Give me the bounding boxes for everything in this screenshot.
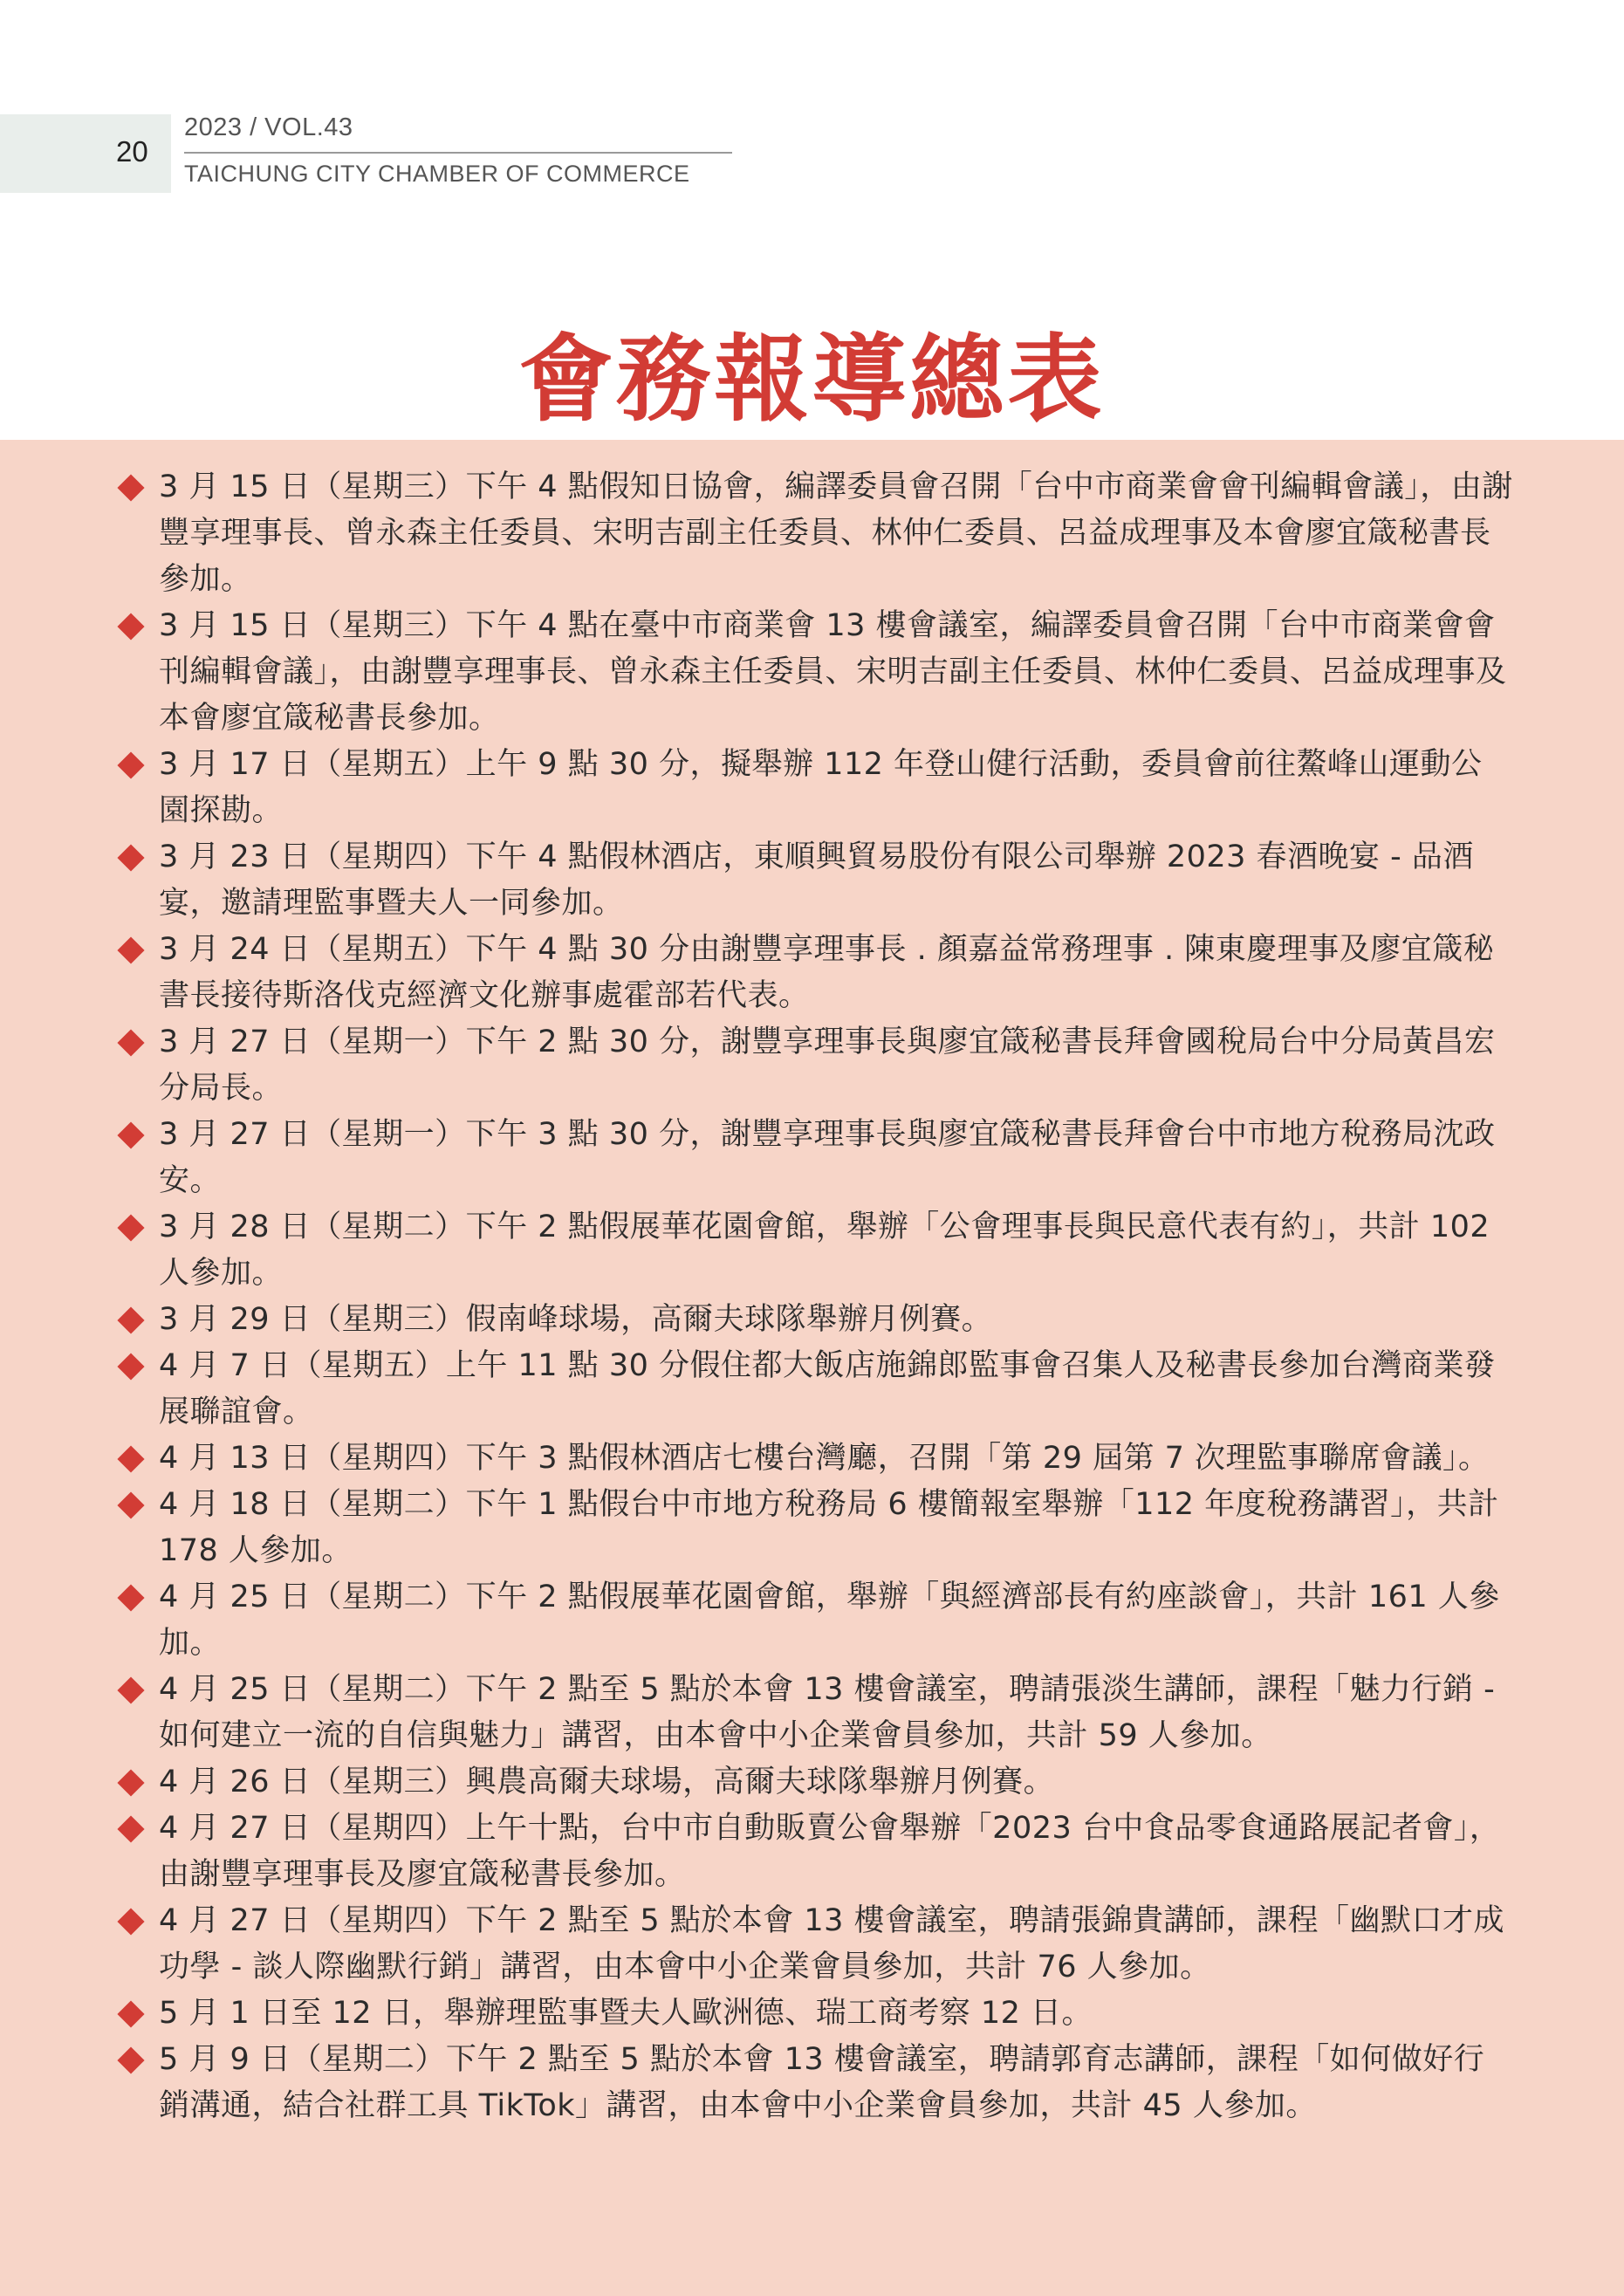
list-item-text: 4 月 25 日（星期二）下午 2 點至 5 點於本會 13 樓會議室，聘請張淡生講師，課程「魅力行銷 - 如何建立一流的自信與魅力」講習，由本會中小企業會員參加，共計 59 人參加。 [159, 1672, 1496, 1753]
list-item-text: 4 月 26 日（星期三）興農高爾夫球場，高爾夫球隊舉辦月例賽。 [159, 1765, 1055, 1799]
list-item-text: 3 月 29 日（星期三）假南峰球場，高爾夫球隊舉辦月例賽。 [159, 1302, 993, 1337]
list-item-text: 3 月 15 日（星期三）下午 4 點在臺中市商業會 13 樓會議室，編譯委員會召開「台中市商業會會刊編輯會議」，由謝豐享理事長、曾永森主任委員、宋明吉副主任委員、林仲仁委員、呂益成理事及本會廖宜箴秘書長參加。 [159, 608, 1507, 736]
diamond-bullet-icon [117, 1769, 144, 1796]
list-item [117, 464, 1513, 603]
list-item-text: 5 月 1 日至 12 日，舉辦理監事暨夫人歐洲德、瑞工商考察 12 日。 [159, 1996, 1093, 2031]
page-number: 20 [116, 135, 148, 168]
list-item [117, 1759, 1513, 1806]
list-item [117, 1482, 1513, 1574]
diamond-bullet-icon [117, 2000, 144, 2027]
diamond-bullet-icon [117, 1676, 144, 1703]
list-item-text: 3 月 24 日（星期五）下午 4 點 30 分由謝豐享理事長 . 顏嘉益常務理事 . 陳東慶理事及廖宜箴秘書長接待斯洛伐克經濟文化辦事處霍部若代表。 [159, 932, 1495, 1013]
list-item [117, 834, 1513, 927]
list-item-text: 3 月 23 日（星期四）下午 4 點假林酒店，東順興貿易股份有限公司舉辦 2023 春酒晚宴 - 品酒宴，邀請理監事暨夫人一同參加。 [159, 840, 1474, 921]
news-list [117, 464, 1513, 2129]
list-item [117, 742, 1513, 834]
diamond-bullet-icon [117, 613, 144, 640]
list-item [117, 1204, 1513, 1297]
list-item-text: 4 月 27 日（星期四）下午 2 點至 5 點於本會 13 樓會議室，聘請張錦貴講師，課程「幽默口才成功學 - 談人際幽默行銷」講習，由本會中小企業會員參加，共計 76 人參加。 [159, 1903, 1505, 1984]
diamond-bullet-icon [117, 1214, 144, 1241]
header-divider [184, 152, 732, 154]
list-item [117, 2037, 1513, 2129]
list-item-text: 4 月 27 日（星期四）上午十點，台中市自動販賣公會舉辦「2023 台中食品零食通路展記者會」，由謝豐享理事長及廖宜箴秘書長參加。 [159, 1811, 1501, 1892]
diamond-bullet-icon [117, 1908, 144, 1935]
list-item [117, 1297, 1513, 1343]
diamond-bullet-icon [117, 936, 144, 963]
list-item-text: 4 月 13 日（星期四）下午 3 點假林酒店七樓台灣廳，召開「第 29 屆第 7 次理監事聯席會議」。 [159, 1441, 1490, 1476]
list-item-text: 4 月 7 日（星期五）上午 11 點 30 分假住都大飯店施錦郎監事會召集人及秘書長參加台灣商業發展聯誼會。 [159, 1348, 1496, 1429]
list-item [117, 1343, 1513, 1436]
diamond-bullet-icon [117, 1121, 144, 1148]
list-item [117, 1574, 1513, 1667]
page-title: 會務報導總表 [518, 326, 1106, 435]
list-item [117, 1112, 1513, 1204]
diamond-bullet-icon [117, 1491, 144, 1518]
list-item-text: 5 月 9 日（星期二）下午 2 點至 5 點於本會 13 樓會議室，聘請郭育志講師，課程「如何做好行銷溝通，結合社群工具 TikTok」講習，由本會中小企業會員參加，共計 45 人參加。 [159, 2042, 1485, 2123]
diamond-bullet-icon [117, 1029, 144, 1056]
list-item [117, 1436, 1513, 1482]
diamond-bullet-icon [117, 2046, 144, 2073]
diamond-bullet-icon [117, 1815, 144, 1842]
list-item-text: 3 月 17 日（星期五）上午 9 點 30 分，擬舉辦 112 年登山健行活動，委員會前往鰲峰山運動公園探勘。 [159, 747, 1483, 828]
diamond-bullet-icon [117, 1306, 144, 1333]
list-item-text: 4 月 18 日（星期二）下午 1 點假台中市地方稅務局 6 樓簡報室舉辦「112 年度稅務講習」，共計 178 人參加。 [159, 1487, 1499, 1568]
list-item [117, 1667, 1513, 1759]
diamond-bullet-icon [117, 751, 144, 778]
list-item-text: 4 月 25 日（星期二）下午 2 點假展華花園會館，舉辦「與經濟部長有約座談會」，共計 161 人參加。 [159, 1580, 1500, 1661]
list-item-text: 3 月 28 日（星期二）下午 2 點假展華花園會館，舉辦「公會理事長與民意代表有約」，共計 102 人參加。 [159, 1210, 1490, 1291]
list-item-text: 3 月 15 日（星期三）下午 4 點假知日協會，編譯委員會召開「台中市商業會會刊編輯會議」，由謝豐享理事長、曾永森主任委員、宋明吉副主任委員、林仲仁委員、呂益成理事及本會廖宜箴秘書長參加。 [159, 469, 1513, 597]
volume-label: 2023 / VOL.43 [184, 113, 353, 141]
diamond-bullet-icon [117, 1445, 144, 1472]
list-item [117, 603, 1513, 742]
list-item-text: 3 月 27 日（星期一）下午 3 點 30 分，謝豐享理事長與廖宜箴秘書長拜會台中市地方稅務局沈政安。 [159, 1117, 1496, 1198]
list-item [117, 1991, 1513, 2037]
list-item [117, 927, 1513, 1019]
organization-name: TAICHUNG CITY CHAMBER OF COMMERCE [184, 161, 690, 187]
list-item [117, 1019, 1513, 1112]
list-item-text: 3 月 27 日（星期一）下午 2 點 30 分，謝豐享理事長與廖宜箴秘書長拜會國稅局台中分局黃昌宏分局長。 [159, 1025, 1496, 1106]
diamond-bullet-icon [117, 1353, 144, 1380]
list-item [117, 1898, 1513, 1991]
list-item [117, 1806, 1513, 1898]
diamond-bullet-icon [117, 474, 144, 501]
diamond-bullet-icon [117, 1584, 144, 1611]
diamond-bullet-icon [117, 844, 144, 871]
